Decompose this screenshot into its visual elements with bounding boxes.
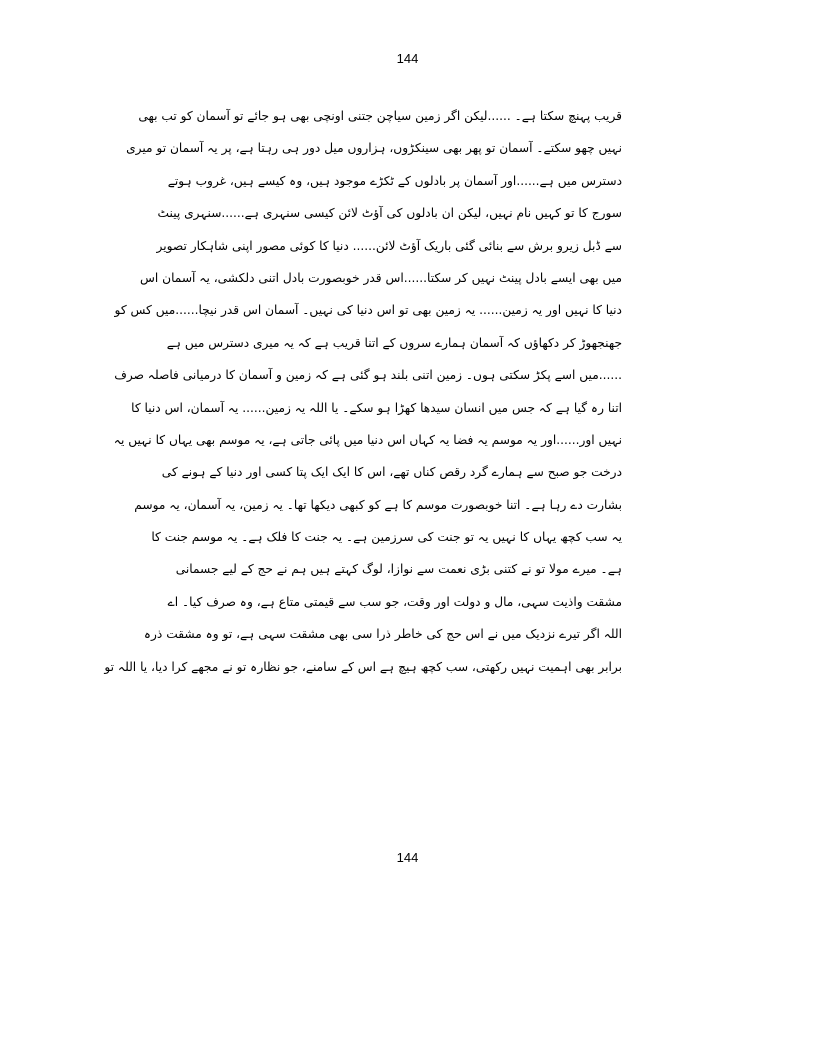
text-line: اتنا رہ گیا ہے کہ جس میں انسان سیدھا کھڑا ہو سکے۔ یا اللہ یہ زمین...... یہ آسمان، اس دنیا کا xyxy=(131,400,622,415)
text-line: یہ سب کچھ یہاں کا نہیں یہ تو جنت کی سرزمین ہے۔ یہ جنت کا فلک ہے۔ یہ موسم جنت کا xyxy=(151,530,622,545)
page-number-footer: 144 xyxy=(396,850,419,865)
text-line: اللہ اگر تیرے نزدیک میں نے اس حج کی خاطر ذرا سی بھی مشقت سہی ہے، تو وہ مشقت ذرہ xyxy=(143,627,622,642)
text-line: دنیا کا نہیں اور یہ زمین...... یہ زمین بھی تو اس دنیا کی نہیں۔ آسمان اس قدر نیچا......میں کس کو xyxy=(114,303,622,318)
text-line: دسترس میں ہے......اور آسمان پر بادلوں کے ٹکڑے موجود ہیں، وہ کیسے ہیں، غروب ہوتے xyxy=(167,173,622,188)
page-number-header: 144 xyxy=(396,51,419,66)
text-line: بشارت دے رہا ہے۔ اتنا خوبصورت موسم کا ہے کو کبھی دیکھا تھا۔ یہ زمین، یہ آسمان، یہ موسم xyxy=(134,497,622,512)
text-line: قریب پہنچ سکتا ہے۔ ......لیکن اگر زمین سیاچن جتنی اونچی بھی ہو جائے تو آسمان کو تب بھی xyxy=(138,109,622,123)
text-line: سورج کا تو کہیں نام نہیں، لیکن ان بادلوں کی آؤٹ لائن کیسی سنہری ہے......سنہری پینٹ xyxy=(157,206,622,221)
body-text xyxy=(104,100,622,683)
text-line: نہیں چھو سکتے۔ آسمان تو پھر بھی سینکڑوں، ہزاروں میل دور ہی رہتا ہے، پر یہ آسمان تو میری xyxy=(126,141,622,156)
text-line: سے ڈبل زیرو برش سے بنائی گئی باریک آؤٹ لائن...... دنیا کا کوئی مصور اپنی شاہکار تصویر xyxy=(156,238,622,253)
text-line: ہے۔ میرے مولا تو نے کتنی بڑی نعمت سے نوازا، لوگ کہتے ہیں ہم نے حج کے لیے جسمانی xyxy=(175,562,622,577)
text-line: میں بھی ایسے بادل پینٹ نہیں کر سکتا......اس قدر خوبصورت بادل اتنی دلکشی، یہ آسمان اس xyxy=(139,270,622,285)
text-line: مشقت واذیت سہی، مال و دولت اور وقت، جو سب سے قیمتی متاع ہے، وہ صرف کیا۔ اے xyxy=(167,594,622,609)
text-line: نہیں اور......اور یہ موسم یہ فضا یہ کہاں اس دنیا میں پائی جاتی ہے، یہ موسم بھی یہاں کا نہیں یہ xyxy=(113,432,622,447)
text-line: جھنجھوڑ کر دکھاؤں کہ آسمان ہمارے سروں کے اتنا قریب ہے کہ یہ میری دسترس میں ہے xyxy=(166,335,622,350)
text-line: برابر بھی اہمیت نہیں رکھتی، سب کچھ ہیچ ہے اس کے سامنے، جو نظارہ تو نے مجھے کرا دیا، یا اللہ تو xyxy=(104,659,622,674)
text-line: ......میں اسے پکڑ سکتی ہوں۔ زمین اتنی بلند ہو گئی ہے کہ زمین و آسمان کا درمیانی فاصلہ صرف xyxy=(114,368,622,383)
text-line: درخت جو صبح سے ہمارے گرد رقص کناں تھے، اس کا ایک ایک پتا کسی اور دنیا کے ہونے کی xyxy=(161,465,622,480)
